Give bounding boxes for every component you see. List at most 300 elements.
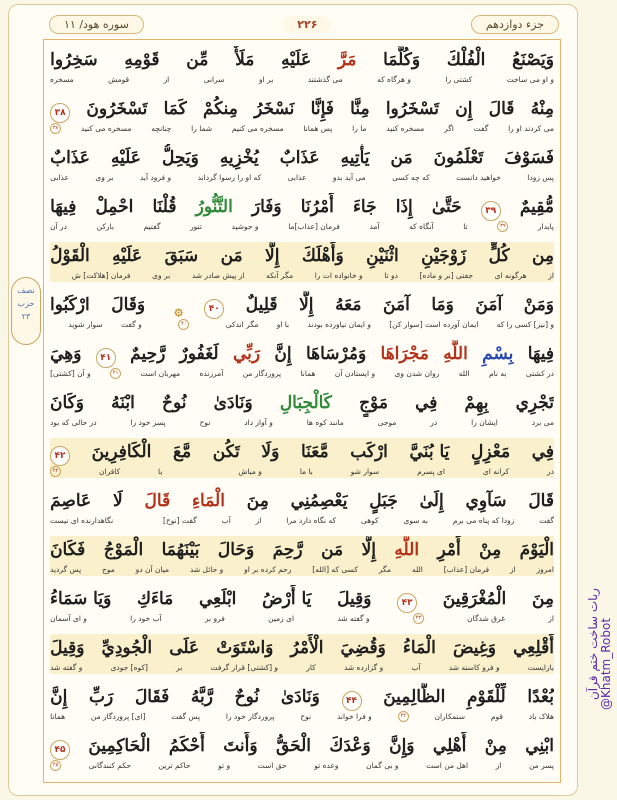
text-line <box>50 487 554 527</box>
verse-number: ۴۵ <box>50 740 70 760</box>
persian-word: تا <box>463 222 468 231</box>
persian-word: مسخره <box>50 75 74 84</box>
arabic-line <box>50 340 554 368</box>
persian-word: پس زودا <box>527 173 554 182</box>
arabic-word: وَيَا سَمَاءُ <box>50 589 112 609</box>
persian-word: پایدار <box>537 222 554 231</box>
persian-word: و هرگاه که <box>377 75 411 84</box>
verse-number-small: ۴۳ <box>413 613 424 624</box>
arabic-word: قُلْنَا <box>152 197 177 217</box>
text-line <box>50 438 554 478</box>
persian-word: کرانه ای <box>482 467 510 476</box>
arabic-word: وَنَادَىٰ <box>213 393 253 413</box>
persian-word: و گفت <box>120 320 142 329</box>
verse-number-small: ۳۹ <box>497 221 508 232</box>
arabic-word: أَمْرُنَا <box>300 197 334 217</box>
persian-word: اگر <box>444 124 454 133</box>
arabic-word: مِنَّا <box>350 99 370 119</box>
persian-word: فرو بر <box>204 614 225 623</box>
persian-word: عذابی <box>50 173 69 182</box>
arabic-word: قَالَ <box>528 491 554 511</box>
arabic-word: كُلٍّ <box>488 246 510 266</box>
persian-word: می گذشتند <box>307 75 343 84</box>
arabic-word: عَلَى <box>169 638 200 658</box>
arabic-word: وَاسْتَوَتْ <box>216 638 274 658</box>
arabic-word: نُوحٌ <box>234 687 260 707</box>
persian-word: ما را <box>352 124 367 133</box>
arabic-word: يَا بُنَيَّ <box>409 442 450 462</box>
persian-word: می کردند او را <box>508 124 554 133</box>
arabic-word: رَّبَّهُ <box>190 687 213 707</box>
arabic-word: تَعْلَمُونَ <box>433 148 484 168</box>
hizb-marker-icon: ۞ <box>174 303 183 319</box>
persian-word: که چه کسی <box>392 173 430 182</box>
persian-word: و گزارده شد <box>343 663 384 672</box>
persian-word: با او <box>276 320 290 329</box>
watermark-title: ربات ساخت ختم قرآن <box>586 588 600 700</box>
verse-number-small: ۴۲ <box>50 466 61 477</box>
text-line <box>50 340 554 380</box>
arabic-word: مَجْرَاهَا <box>380 344 429 364</box>
arabic-line <box>50 193 554 221</box>
arabic-word: وَلَا <box>261 442 280 462</box>
arabic-word: الْقَوْلُ <box>50 246 90 266</box>
page-frame <box>8 4 578 796</box>
arabic-word: مَاءَكِ <box>136 589 174 609</box>
hizb-badge-line1: نصف <box>17 286 35 295</box>
arabic-word: تَكُن <box>212 442 240 462</box>
persian-word: و فرو کاسته شد <box>448 663 500 672</box>
persian-word: دو تا <box>384 271 398 280</box>
persian-translation-line <box>50 515 554 527</box>
persian-word: همانا <box>300 369 316 378</box>
persian-word: با ما <box>299 467 313 476</box>
arabic-word: وَهِيَ <box>50 344 82 364</box>
persian-word: که نگاه دارد مرا <box>286 516 337 525</box>
arabic-word: رَّحِيمٌ <box>130 344 166 364</box>
arabic-word: الْمُغْرَقِينَ <box>442 589 507 609</box>
arabic-word: عَلَيْهِ <box>281 50 312 70</box>
persian-word: آنگاه که <box>409 222 434 231</box>
hizb-badge-line3: ۲۳ <box>21 312 31 321</box>
arabic-word: ارْكَب <box>350 442 388 462</box>
arabic-line <box>50 95 554 123</box>
persian-translation-line <box>50 319 554 331</box>
arabic-word: جَاءَ <box>352 197 377 217</box>
persian-word: موجی <box>377 418 397 427</box>
persian-word: بر او <box>258 75 274 84</box>
arabic-word: أَحْكَمُ <box>168 736 205 756</box>
arabic-word: وَقَالَ <box>111 295 146 315</box>
persian-word: بر <box>176 663 183 672</box>
text-line <box>50 683 554 723</box>
arabic-word: عَلَيْهِ <box>112 246 143 266</box>
arabic-word: لَغَفُورٌ <box>179 344 219 364</box>
persian-translation-line <box>50 466 554 478</box>
persian-word: پس همانا <box>303 124 333 133</box>
persian-word: و او می ساخت <box>506 75 554 84</box>
arabic-word: مِنْ <box>479 540 502 560</box>
arabic-word: إِلَىٰ <box>419 491 444 511</box>
arabic-line <box>50 536 554 564</box>
persian-word: و حائل شد <box>189 565 224 574</box>
persian-word: و آواز داد <box>244 418 273 427</box>
persian-translation-line <box>50 172 554 184</box>
persian-word: در کشتی <box>525 369 554 378</box>
arabic-word: قَوْمِهِ <box>124 50 160 70</box>
persian-word: از <box>548 271 554 280</box>
persian-translation-line <box>50 417 554 429</box>
arabic-word: إِلَّا <box>299 295 314 315</box>
persian-word: و ایمان نیاورده بودند <box>307 320 371 329</box>
arabic-word: مَلَأٌ <box>235 50 255 70</box>
persian-word: مسخره کنید <box>386 124 425 133</box>
arabic-word: جَبَلٍ <box>369 491 398 511</box>
arabic-word: الْمَوْجُ <box>103 540 144 560</box>
persian-word: ای پسرم <box>417 467 445 476</box>
arabic-word: الْكَافِرِينَ <box>91 442 152 462</box>
persian-word: کوهی <box>360 516 379 525</box>
arabic-word: إِن <box>455 99 473 119</box>
arabic-word: عَذَابٌ <box>279 148 320 168</box>
text-line <box>50 634 554 674</box>
persian-word: پسر من <box>528 761 554 770</box>
persian-word: گفت <box>539 516 554 525</box>
watermark-handle: @Khatm_Robot <box>599 617 613 710</box>
persian-word: از پیش صادر شد <box>191 271 245 280</box>
arabic-line <box>50 242 554 270</box>
text-line <box>50 291 554 331</box>
arabic-word: ابْنَهُ <box>111 393 135 413</box>
persian-word: و گفته شد <box>50 663 83 672</box>
arabic-word: وَعْدَكَ <box>329 736 371 756</box>
verse-number: ۴۳ <box>397 593 417 613</box>
verse-number-small: ۴۴ <box>398 711 409 722</box>
arabic-word: يَعْصِمُنِي <box>290 491 348 511</box>
arabic-word: يَا أَرْضُ <box>262 589 312 609</box>
arabic-word: وَيَحِلُّ <box>161 148 199 168</box>
persian-translation-line <box>50 564 554 576</box>
persian-word: روان شدن وی <box>394 369 440 378</box>
persian-word: زودا که پناه می برم <box>452 516 515 525</box>
arabic-word: التَّنُّورُ <box>195 197 233 217</box>
arabic-word: فِيهَا <box>50 197 77 217</box>
persian-word: غرق شدگان <box>467 614 506 623</box>
watermark <box>586 480 612 780</box>
text-line <box>50 95 554 135</box>
arabic-word: إِلَّا <box>265 246 280 266</box>
arabic-word: الْحَاكِمِينَ <box>88 736 151 756</box>
persian-word: از <box>255 516 262 525</box>
arabic-word: عَاصِمَ <box>50 491 92 511</box>
text-line <box>50 46 554 86</box>
persian-word: آب <box>411 663 421 672</box>
arabic-line <box>50 46 554 74</box>
arabic-word: الْأَمْرُ <box>290 638 324 658</box>
persian-word: تنور <box>190 222 202 231</box>
arabic-word: رَبِّ <box>89 687 114 707</box>
arabic-word: وَقِيلَ <box>337 589 372 609</box>
persian-word: هرگونه ای <box>494 271 527 280</box>
persian-word: [کوه] جودی <box>110 663 148 672</box>
juz-label: جزء دوازدهم <box>471 15 559 34</box>
text-line <box>50 732 554 772</box>
persian-word: می برد <box>531 418 554 427</box>
arabic-word: اللَّهِ <box>443 344 468 364</box>
arabic-word: فَإِنَّا <box>310 99 334 119</box>
arabic-word: وَكَانَ <box>50 393 84 413</box>
arabic-word: وَإِنَّ <box>389 736 415 756</box>
arabic-word: ارْكَبُوا <box>50 295 90 315</box>
arabic-word: أَمْرِ <box>437 540 461 560</box>
persian-word: سوار شوید <box>68 320 103 329</box>
arabic-word: زَوْجَيْنِ <box>421 246 467 266</box>
persian-word: مسخره می کنید <box>80 124 132 133</box>
arabic-word: الْجُودِيِّ <box>101 638 153 658</box>
persian-word: اهل من است <box>426 761 469 770</box>
arabic-word: الظَّالِمِينَ <box>383 687 446 707</box>
persian-word: و ای آسمان <box>50 614 87 623</box>
arabic-word: لَا <box>113 491 123 511</box>
persian-word: قوم <box>490 712 503 721</box>
persian-word: حق است <box>257 761 287 770</box>
persian-word: کشتی را <box>445 75 473 84</box>
persian-word: مسخره می کنیم <box>231 124 284 133</box>
text-line <box>50 389 554 429</box>
persian-word: امروز <box>536 565 554 574</box>
arabic-word: وَقُضِيَ <box>340 638 386 658</box>
arabic-word: نَسْخَرُ <box>254 99 295 119</box>
arabic-word: وَمَنْ <box>523 295 554 315</box>
persian-word: بر وی <box>152 271 171 280</box>
persian-word: و [نیز] کسی را که <box>496 320 554 329</box>
persian-word: و جوشید <box>231 222 259 231</box>
persian-word: آب خود را <box>130 614 162 623</box>
text-line <box>50 536 554 576</box>
arabic-word: وَقِيلَ <box>50 638 85 658</box>
verse-number: ۴۰ <box>204 299 224 319</box>
arabic-word: فَقَالَ <box>134 687 170 707</box>
surah-label: سوره هود/ ۱۱ <box>49 15 144 34</box>
arabic-word: مَّعَنَا <box>300 442 329 462</box>
persian-word: حکم کنندگانی <box>88 761 132 770</box>
arabic-line <box>50 389 554 417</box>
persian-translation-line <box>50 760 554 772</box>
arabic-word: إِنَّ <box>50 687 68 707</box>
persian-word: و ایستادن آن <box>334 369 376 378</box>
arabic-word: إِلَّا <box>361 540 376 560</box>
persian-word: نگاهدارنده ای نیست <box>50 516 114 525</box>
arabic-word: وَمَا <box>431 295 454 315</box>
hizb-badge <box>11 277 41 345</box>
persian-word: شما را <box>191 124 213 133</box>
arabic-word: وَأَهْلَكَ <box>301 246 344 266</box>
persian-word: قومش <box>108 75 130 84</box>
persian-word: از <box>509 565 516 574</box>
persian-word: می آید بدو <box>332 173 366 182</box>
arabic-word: مَوْجٍ <box>359 393 388 413</box>
arabic-word: مَرَّ <box>337 50 357 70</box>
persian-translation-line <box>50 123 554 135</box>
arabic-line <box>50 585 554 613</box>
arabic-word: مِنكُمْ <box>202 99 238 119</box>
verse-number-small: ۴۰ <box>178 319 189 330</box>
persian-word: وعده تو <box>314 761 339 770</box>
persian-word: حاکم ترین <box>158 761 191 770</box>
arabic-word: قَالَ <box>488 99 515 119</box>
persian-word: مهربان است <box>140 369 181 378</box>
arabic-word: كَمَا <box>163 99 187 119</box>
persian-word: بارکن <box>96 222 114 231</box>
arabic-line <box>50 291 554 319</box>
persian-word: در حالی که بود <box>50 418 97 427</box>
persian-word: آب <box>221 516 231 525</box>
persian-word: که او را رسوا گرداند <box>197 173 262 182</box>
persian-word: و خانواده ات را <box>314 271 363 280</box>
verse-number-small: ۴۵ <box>50 760 61 771</box>
arabic-word: وَفَارَ <box>251 197 282 217</box>
persian-word: و بی گمان <box>366 761 399 770</box>
arabic-word: عَذَابٌ <box>50 148 90 168</box>
arabic-word: يَأْتِيهِ <box>340 148 370 168</box>
persian-word: و آن [کشتی] <box>50 369 91 378</box>
persian-word: ستمکاران <box>434 712 465 721</box>
arabic-word: مَن <box>321 540 344 560</box>
persian-translation-line <box>50 270 554 282</box>
persian-word: خواهید دانست <box>456 173 501 182</box>
persian-word: پروردگار خود را <box>225 712 275 721</box>
persian-word: [ای] پروردگار من <box>90 712 146 721</box>
persian-word: فرمان [عذاب]ما <box>288 222 340 231</box>
arabic-word: الْفُلْكَ <box>446 50 486 70</box>
persian-word: آمد <box>369 222 380 231</box>
arabic-word: حَتَّىٰ <box>431 197 462 217</box>
persian-word: ایمان آورده است [سوار کن] <box>389 320 479 329</box>
arabic-word: مَن <box>220 246 243 266</box>
text-line <box>50 144 554 184</box>
arabic-word: مِنَ <box>531 589 554 609</box>
persian-word: از <box>495 761 502 770</box>
arabic-word: فِي <box>531 442 554 462</box>
persian-word: گفت <box>473 124 489 133</box>
persian-word: هلاک باد <box>528 712 554 721</box>
persian-word: مگر اندکی <box>225 320 259 329</box>
arabic-word: تَسْخَرُونَ <box>86 99 148 119</box>
text-line <box>50 193 554 233</box>
verse-number: ۳۸ <box>50 103 70 123</box>
arabic-line <box>50 732 554 760</box>
persian-word: مگر <box>378 565 392 574</box>
arabic-word: عَلَيْهِ <box>110 148 141 168</box>
arabic-word: إِنَّ <box>274 344 292 364</box>
arabic-word: اثْنَيْنِ <box>366 246 399 266</box>
arabic-word: رَبِّي <box>232 344 261 364</box>
arabic-word: الْحَقُّ <box>275 736 312 756</box>
arabic-word: قَلِيلٌ <box>245 295 278 315</box>
persian-word: عذابی <box>287 173 307 182</box>
persian-translation-line <box>50 662 554 674</box>
arabic-word: وَيَصْنَعُ <box>512 50 554 70</box>
persian-translation-line <box>50 74 554 86</box>
persian-word: گفتیم <box>143 222 161 231</box>
arabic-word: آمَنَ <box>475 295 503 315</box>
persian-word: کسی که [الله] <box>312 565 358 574</box>
persian-word: پس گردید <box>50 565 82 574</box>
arabic-word: مُّقِيمٌ <box>519 197 554 217</box>
verse-number-small: ۳۸ <box>50 123 61 134</box>
arabic-word: ابْنِي <box>525 736 554 756</box>
persian-word: در <box>430 418 438 427</box>
arabic-word: تَسْخَرُوا <box>385 99 439 119</box>
arabic-word: بِسْمِ <box>482 344 514 364</box>
arabic-word: رَّحِمَ <box>272 540 303 560</box>
arabic-line <box>50 683 554 711</box>
arabic-word: فَكَانَ <box>50 540 86 560</box>
persian-word: الله <box>411 565 423 574</box>
persian-word: مانند کوه ها <box>306 418 344 427</box>
arabic-word: قَالَ <box>144 491 171 511</box>
persian-translation-line <box>50 711 554 723</box>
arabic-word: نُوحٌ <box>162 393 187 413</box>
persian-word: بازایست <box>527 663 554 672</box>
persian-word: آمرزنده <box>199 369 224 378</box>
arabic-word: مِنَ <box>246 491 269 511</box>
arabic-word: مِنْ <box>484 736 507 756</box>
page-header <box>49 11 559 37</box>
arabic-word: الْمَاءُ <box>402 638 436 658</box>
arabic-word: ابْلَعِي <box>198 589 237 609</box>
arabic-word: بُعْدًا <box>527 687 554 707</box>
persian-word: سرانی <box>203 75 225 84</box>
persian-word: همانا <box>50 712 66 721</box>
arabic-word: مَن <box>390 148 413 168</box>
persian-word: کافران <box>98 467 121 476</box>
arabic-word: بَيْنَهُمَا <box>161 540 200 560</box>
persian-translation-line <box>50 613 554 625</box>
arabic-word: وَحَالَ <box>217 540 255 560</box>
arabic-word: وَأَنتَ <box>223 736 258 756</box>
arabic-word: يُخْزِيهِ <box>219 148 259 168</box>
arabic-word: مَّعَ <box>172 442 192 462</box>
persian-word: ای زمین <box>268 614 295 623</box>
arabic-word: تَجْرِي <box>515 393 554 413</box>
persian-word: جفتی [نر و ماده] <box>419 271 473 280</box>
quran-text-frame <box>43 39 561 783</box>
persian-word: نوح <box>199 418 211 427</box>
arabic-word: مَعَهُ <box>335 295 362 315</box>
persian-word: ایشان را <box>471 418 498 427</box>
verse-number: ۴۴ <box>342 691 362 711</box>
arabic-word: آمَنَ <box>383 295 410 315</box>
persian-word: رحم کرده بر او <box>244 565 292 574</box>
arabic-word: مِنْهُ <box>530 99 554 119</box>
arabic-word: مِّن <box>186 50 209 70</box>
arabic-word: الْمَاءِ <box>192 491 225 511</box>
hizb-badge-line2: حزب <box>17 299 35 308</box>
persian-word: در <box>547 467 554 476</box>
persian-word: و تو <box>218 761 231 770</box>
arabic-word: فِي <box>415 393 438 413</box>
page-number: ۲۲۶ <box>283 16 331 33</box>
persian-word: چنانچه <box>151 124 172 133</box>
arabic-word: أَقْلِعِي <box>513 638 554 658</box>
arabic-word: كَالْجِبَالِ <box>279 393 332 413</box>
persian-word: از <box>163 75 170 84</box>
arabic-word: سَخِرُوا <box>50 50 98 70</box>
arabic-word: وَكُلَّمَا <box>383 50 421 70</box>
arabic-word: مَعْزِلٍ <box>471 442 511 462</box>
arabic-word: سَآوِي <box>465 491 507 511</box>
